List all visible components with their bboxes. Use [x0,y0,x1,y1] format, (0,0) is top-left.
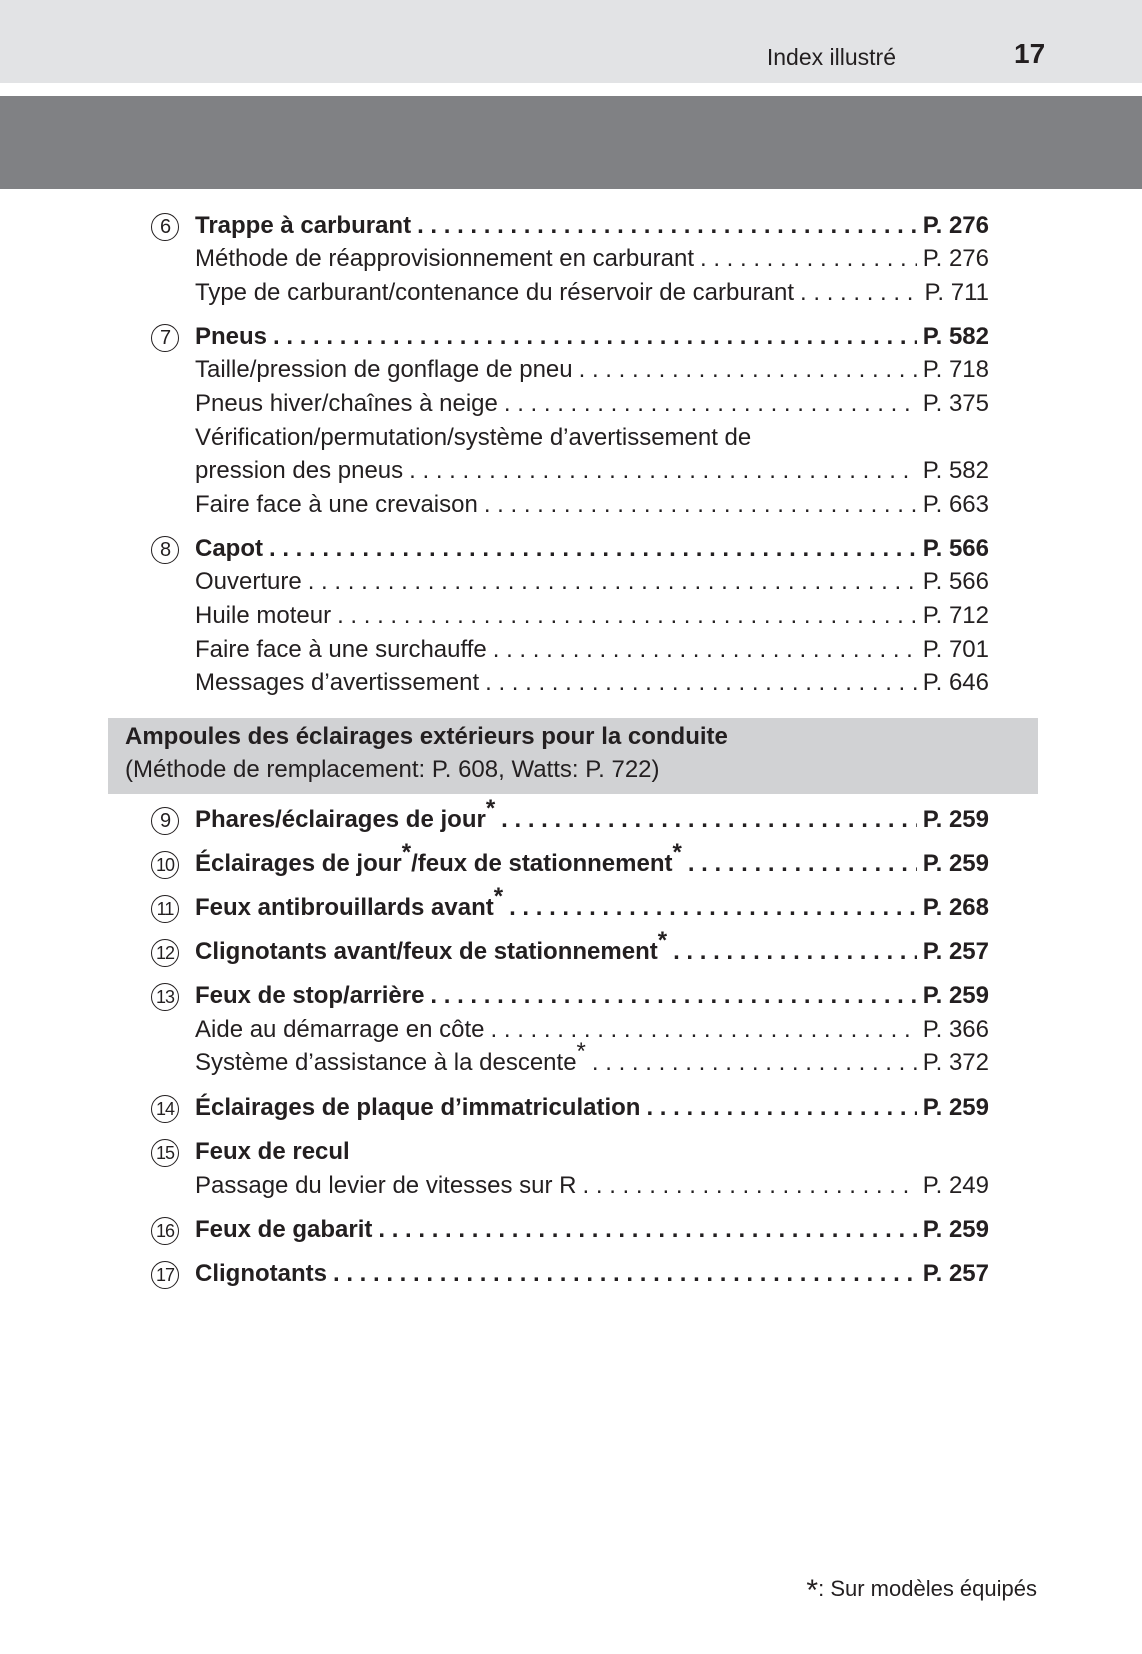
row-label: Faire face à une surchauffe [195,636,487,663]
row-page[interactable]: P. 718 [922,356,989,383]
item-number: 9 [151,807,179,835]
row-page[interactable]: P. 249 [922,1172,989,1199]
leader-dots [409,454,917,488]
row-label: Méthode de réapprovisionnement en carburant [195,245,694,272]
row-label: Huile moteur [195,602,332,629]
item-number: 7 [151,324,179,352]
item-number: 11 [151,895,179,923]
section-title: Index illustré [766,44,896,70]
row-page[interactable]: P. 663 [922,491,989,518]
index-row[interactable] [195,353,989,387]
index-row[interactable] [195,1038,989,1080]
leader-dots [493,633,917,667]
item-number: 14 [151,1095,179,1123]
leader-dots [646,1091,916,1125]
index-row[interactable] [195,565,989,599]
index-row[interactable] [195,979,989,1013]
index-row[interactable] [195,883,989,925]
asterisk-mark: * [493,883,504,910]
asterisk-mark: * [485,795,496,822]
index-row[interactable] [195,209,989,243]
row-label: Clignotants avant/feux de stationnement* [195,927,668,965]
row-label: Taille/pression de gonflage de pneu [195,356,573,383]
asterisk-mark: * [806,1574,819,1607]
asterisk-mark: * [657,927,668,954]
leader-dots [509,891,917,925]
item-number: 17 [151,1261,179,1289]
leader-dots [485,666,917,700]
asterisk-mark: * [401,839,412,866]
row-label: Ouverture [195,568,302,595]
row-label: pression des pneus [195,457,404,484]
leader-dots [337,599,917,633]
footnote-text: : Sur modèles équipés [818,1576,1037,1601]
asterisk-mark: * [672,839,682,866]
index-row[interactable] [195,839,989,881]
row-label: Passage du levier de vitesses sur R [195,1172,577,1199]
item-number: 8 [151,536,179,564]
row-page[interactable]: P. 566 [922,535,989,562]
row-page[interactable]: P. 276 [922,245,989,272]
item-number: 10 [151,851,179,879]
row-page[interactable]: P. 701 [922,636,989,663]
row-label: Capot [195,535,263,562]
index-row[interactable] [195,599,989,633]
leader-dots [430,979,916,1013]
index-row[interactable] [195,532,989,566]
row-page[interactable]: P. 712 [922,602,989,629]
row-label: Phares/éclairages de jour* [195,795,496,833]
index-row[interactable] [195,1213,989,1247]
row-label: Éclairages de jour*/feux de stationnement* [195,839,682,877]
item-number: 6 [151,213,179,241]
header-bar [0,0,1142,83]
row-label: Clignotants [195,1260,327,1287]
footnote [806,1570,1037,1607]
row-label: Messages d’avertissement [195,669,480,696]
index-row[interactable] [195,666,989,700]
row-label: Système d’assistance à la descente* [195,1038,586,1076]
item-number: 13 [151,983,179,1011]
index-row[interactable] [195,387,989,421]
leader-dots [700,242,917,276]
header-band [0,96,1142,189]
leader-dots [592,1046,917,1080]
row-label: Trappe à carburant [195,212,412,239]
leader-dots [688,847,917,881]
index-row[interactable] [195,1013,989,1047]
leader-dots [501,803,917,837]
row-page[interactable]: P. 566 [922,568,989,595]
row-label: Pneus [195,323,268,350]
item-number: 12 [151,939,179,967]
index-row[interactable] [195,927,989,969]
row-page[interactable]: P. 259 [922,850,989,877]
row-page[interactable]: P. 582 [922,323,989,350]
leader-dots [583,1169,917,1203]
section-box-subtitle: (Méthode de remplacement: P. 608, Watts: P. 722) [125,756,660,783]
asterisk-mark: * [576,1038,586,1065]
item-number: 16 [151,1217,179,1245]
row-page[interactable]: P. 646 [922,669,989,696]
index-row[interactable] [195,1091,989,1125]
leader-dots [333,1257,917,1291]
row-label: Type de carburant/contenance du réservoir de carburant [195,279,795,306]
row-page[interactable]: P. 259 [922,982,989,1009]
leader-dots [673,935,917,969]
row-label: Feux de gabarit [195,1216,373,1243]
leader-dots [417,209,917,243]
row-label: Feux de recul [195,1138,350,1165]
index-row[interactable] [195,633,989,667]
leader-dots [484,488,917,522]
leader-dots [308,565,917,599]
leader-dots [491,1013,917,1047]
row-page[interactable]: P. 375 [922,390,989,417]
leader-dots [378,1213,916,1247]
leader-dots [504,387,917,421]
row-page[interactable]: P. 582 [922,457,989,484]
row-page[interactable]: P. 257 [922,1260,989,1287]
section-box-title: Ampoules des éclairages extérieurs pour la conduite [125,723,728,750]
index-row[interactable] [195,320,989,354]
row-page[interactable]: P. 257 [922,938,989,965]
row-label: Feux antibrouillards avant* [195,883,504,921]
row-label: Aide au démarrage en côte [195,1016,485,1043]
leader-dots [273,320,917,354]
row-page[interactable]: P. 366 [922,1016,989,1043]
index-row[interactable] [195,276,989,310]
row-page[interactable]: P. 711 [924,279,989,306]
row-label-wrapped: Vérification/permutation/système d’avertissement de [195,424,752,451]
row-label: Éclairages de plaque d’immatriculation [195,1094,641,1121]
index-row[interactable] [195,1257,989,1291]
leader-dots [800,276,918,310]
index-row[interactable] [195,454,989,488]
item-number: 15 [151,1139,179,1167]
row-page[interactable]: P. 259 [922,1216,989,1243]
index-row[interactable] [195,1169,989,1203]
leader-dots [269,532,917,566]
section-box [108,718,1038,794]
row-label: Faire face à une crevaison [195,491,478,518]
row-page[interactable]: P. 259 [922,806,989,833]
row-label: Feux de stop/arrière [195,982,425,1009]
row-page[interactable]: P. 259 [922,1094,989,1121]
index-row[interactable] [195,242,989,276]
row-label: Pneus hiver/chaînes à neige [195,390,498,417]
row-page[interactable]: P. 372 [922,1049,989,1076]
index-row[interactable] [195,795,989,837]
row-page[interactable]: P. 268 [922,894,989,921]
index-row[interactable] [195,488,989,522]
leader-dots [579,353,917,387]
page-number: 17 [1014,38,1046,69]
row-page[interactable]: P. 276 [922,212,989,239]
